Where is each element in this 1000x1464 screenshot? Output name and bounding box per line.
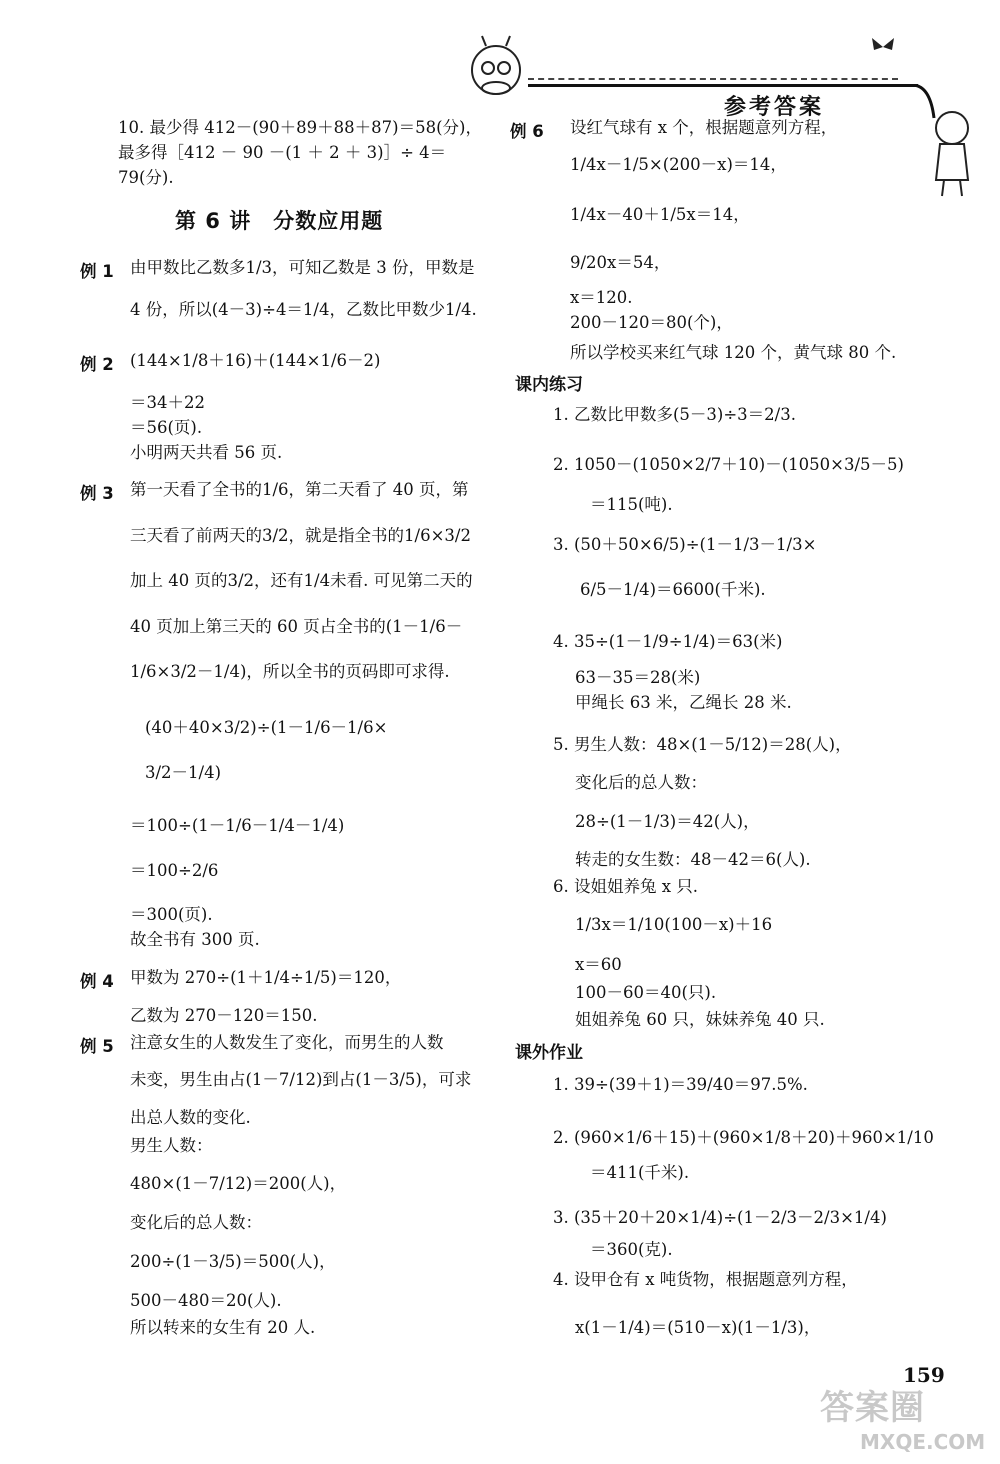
solution-line: ＝300(页).	[130, 905, 213, 924]
section-heading: 课外作业	[515, 1043, 583, 1063]
answer-line: 最多得［412 － 90 －(1 ＋ 2 ＋ 3)］÷ 4＝	[118, 143, 447, 162]
solution-line: 变化后的总人数：	[130, 1213, 262, 1232]
solution-line: 甲数为 270÷(1＋1/4÷1/5)＝120，	[130, 968, 402, 987]
solution-line: 所以学校买来红气球 120 个，黄气球 80 个.	[570, 343, 897, 362]
solution-line: 6/5－1/4)＝6600(千米).	[580, 580, 766, 599]
solution-line: x(1－1/4)＝(510－x)(1－1/3)，	[575, 1318, 821, 1337]
solution-line: ＝100÷2/6	[130, 861, 219, 880]
example-label: 例 2	[80, 355, 114, 374]
watermark: 答案圈	[820, 1388, 925, 1428]
watermark-url: MXQE.COM	[860, 1430, 986, 1454]
solution-line: 200－120＝80(个)，	[570, 313, 733, 332]
solution-line: 200÷(1－3/5)＝500(人)，	[130, 1252, 336, 1271]
solution-line: 100－60＝40(只).	[575, 983, 717, 1002]
solution-line: 小明两天共看 56 页.	[130, 443, 283, 462]
solution-line: 63－35＝28(米)	[575, 668, 701, 687]
solution-line: ＝34＋22	[130, 393, 205, 412]
solution-line: 转走的女生数：48－42＝6(人).	[575, 850, 811, 869]
header-title: 参考答案	[724, 95, 825, 120]
solution-line: 480×(1－7/12)＝200(人)，	[130, 1174, 347, 1193]
solution-line: 500－480＝20(人).	[130, 1291, 282, 1310]
solution-line: 由甲数比乙数多1/3，可知乙数是 3 份，甲数是	[130, 258, 475, 277]
solution-line: 甲绳长 63 米，乙绳长 28 米.	[575, 693, 792, 712]
solution-line: ＝115(吨).	[590, 495, 673, 514]
solution-line: 乙数为 270－120＝150.	[130, 1006, 318, 1025]
solution-line: 加上 40 页的3/2，还有1/4未看. 可见第二天的	[130, 571, 473, 590]
solution-line: ＝360(克).	[590, 1240, 673, 1259]
solution-line: 5. 男生人数：48×(1－5/12)＝28(人)，	[553, 735, 852, 754]
solution-line: 2. 1050－(1050×2/7＋10)－(1050×3/5－5)	[553, 455, 904, 474]
example-label: 例 6	[510, 122, 544, 141]
solution-line: 1. 乙数比甲数多(5－3)÷3＝2/3.	[553, 405, 796, 424]
solution-line: 故全书有 300 页.	[130, 930, 260, 949]
solution-line: 三天看了前两天的3/2，就是指全书的1/6×3/2	[130, 526, 471, 545]
solution-line: 6. 设姐姐养兔 x 只.	[553, 877, 699, 896]
solution-line: 1/6×3/2－1/4)，所以全书的页码即可求得.	[130, 662, 450, 681]
solution-line: (144×1/8＋16)＋(144×1/6－2)	[130, 351, 381, 370]
solution-line: 4. 设甲仓有 x 吨货物，根据题意列方程，	[553, 1270, 858, 1289]
solution-line: 9/20x＝54，	[570, 253, 671, 272]
solution-line: 出总人数的变化.	[130, 1108, 251, 1127]
solution-line: x＝60	[575, 955, 622, 974]
solution-line: 4 份，所以(4－3)÷4＝1/4，乙数比甲数少1/4.	[130, 300, 477, 319]
example-label: 例 4	[80, 972, 114, 991]
example-label: 例 1	[80, 262, 114, 281]
solution-line: 3/2－1/4)	[145, 763, 222, 782]
solution-line: 所以转来的女生有 20 人.	[130, 1318, 316, 1337]
solution-line: 未变，男生由占(1－7/12)到占(1－3/5)，可求	[130, 1070, 472, 1089]
solution-line: 1. 39÷(39＋1)＝39/40＝97.5%.	[553, 1075, 808, 1094]
solution-line: 4. 35÷(1－1/9÷1/4)＝63(米)	[553, 632, 783, 651]
answer-line: 79(分).	[118, 168, 174, 187]
solution-line: 第一天看了全书的1/6，第二天看了 40 页，第	[130, 480, 469, 499]
solution-line: 变化后的总人数：	[575, 773, 707, 792]
solution-line: 2. (960×1/6＋15)＋(960×1/8＋20)＋960×1/10	[553, 1128, 934, 1147]
solution-line: 姐姐养兔 60 只，妹妹养兔 40 只.	[575, 1010, 825, 1029]
solution-line: 3. (50＋50×6/5)÷(1－1/3－1/3×	[553, 535, 817, 554]
example-label: 例 3	[80, 484, 114, 503]
solution-line: 设红气球有 x 个，根据题意列方程，	[570, 118, 838, 137]
solution-line: ＝411(千米).	[590, 1163, 690, 1182]
solution-line: 28÷(1－1/3)＝42(人)，	[575, 812, 760, 831]
solution-line: 注意女生的人数发生了变化，而男生的人数	[130, 1033, 444, 1052]
solution-line: x＝120.	[570, 288, 633, 307]
solution-line: 1/3x＝1/10(100－x)＋16	[575, 915, 773, 934]
page-number: 159	[903, 1363, 945, 1387]
chapter-title: 第 6 讲 分数应用题	[175, 209, 384, 233]
solution-line: 3. (35＋20＋20×1/4)÷(1－2/3－2/3×1/4)	[553, 1208, 887, 1227]
section-heading: 课内练习	[515, 375, 583, 395]
solution-line: 男生人数：	[130, 1136, 213, 1155]
solution-line: ＝56(页).	[130, 418, 203, 437]
solution-line: ＝100÷(1－1/6－1/4－1/4)	[130, 816, 345, 835]
solution-line: 40 页加上第三天的 60 页占全书的(1－1/6－	[130, 617, 463, 636]
solution-line: (40＋40×3/2)÷(1－1/6－1/6×	[145, 718, 388, 737]
solution-line: 1/4x－40＋1/5x＝14，	[570, 205, 750, 224]
solution-line: 1/4x－1/5×(200－x)＝14，	[570, 155, 787, 174]
answer-line: 10. 最少得 412－(90＋89＋88＋87)＝58(分)，	[118, 118, 482, 137]
example-label: 例 5	[80, 1037, 114, 1056]
